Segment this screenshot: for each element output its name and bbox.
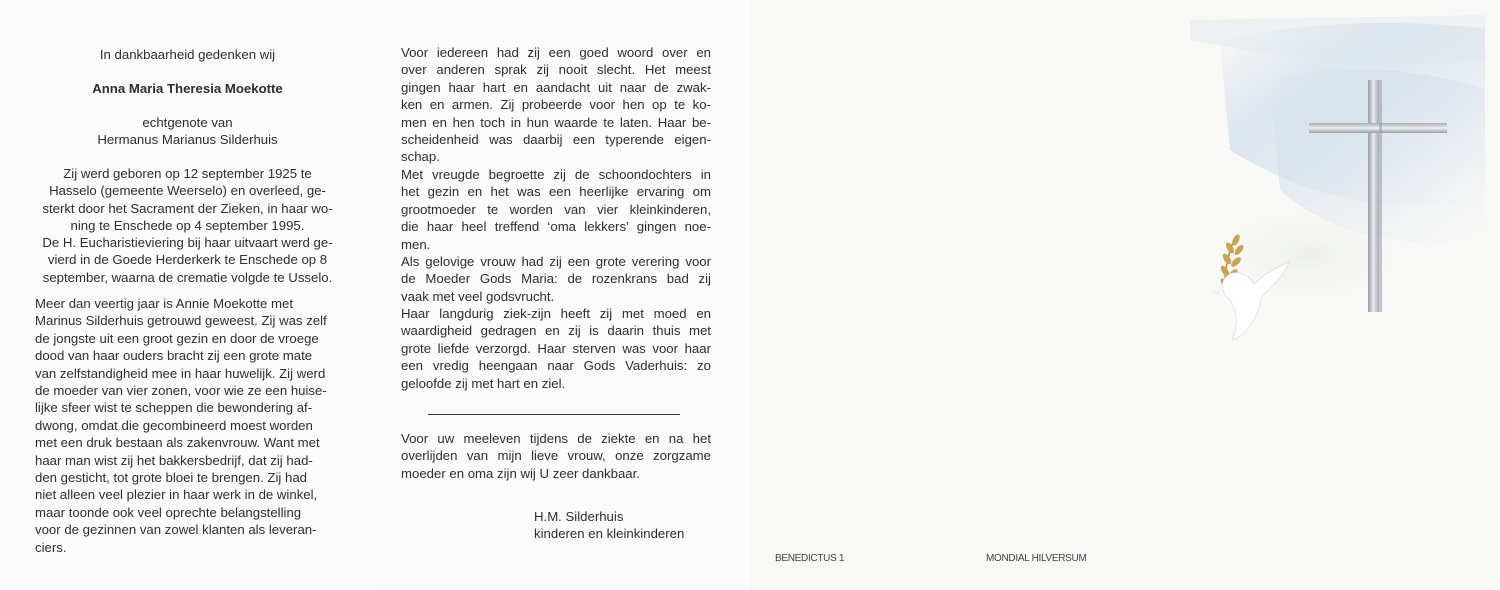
text-line: Met vreugde begroette zij de schoondochters in	[401, 167, 711, 182]
signature-block	[534, 508, 684, 543]
text-line: grootmoeder te worden van vier kleinkinderen,	[401, 201, 711, 217]
birth-paragraph	[0, 165, 375, 235]
text-line: De H. Eucharistieviering bij haar uitvaart werd ge-	[42, 235, 333, 250]
text-line: schap.	[401, 149, 440, 165]
text-line: dwong, omdat die gecombineerd moest worden	[35, 417, 313, 433]
card-model-label: BENEDICTUS 1	[775, 553, 845, 564]
spouse-name: Hermanus Marianus Silderhuis	[97, 132, 278, 147]
text-line: van zelfstandigheid mee in haar huwelijk. Zij werd	[35, 365, 326, 381]
family-paragraph	[401, 166, 711, 253]
intro-line: In dankbaarheid gedenken wij	[99, 47, 276, 62]
text-line: Zij werd geboren op 12 september 1925 te	[63, 166, 312, 181]
spouse-label: echtgenote van	[142, 115, 233, 130]
left-panel	[0, 0, 375, 590]
text-line: grote liefde verzorgd. Haar sterven was voor haar	[401, 340, 711, 356]
text-line: lijke sfeer wist te scheppen die bewondering af-	[35, 400, 313, 416]
text-line: Marinus Silderhuis getrouwd geweest. Zij was zelf	[35, 313, 327, 329]
text-line: met een druk bestaan als zakenvrouw. Want met	[35, 435, 320, 451]
cover-panel	[750, 0, 1500, 590]
text-line: scheidenheid was daarbij een typerende eigen-	[401, 132, 711, 148]
text-line: men.	[401, 236, 431, 252]
text-line: ciers.	[35, 539, 67, 555]
text-line: die haar heel treffend ‘oma lekkers’ gingen noe-	[401, 219, 711, 235]
text-line: sterkt door het Sacrament der Zieken, in haar wo-	[42, 200, 333, 216]
text-line: vierd in de Goede Herderkerk te Enschede op 8	[47, 252, 328, 268]
biography-paragraph	[35, 295, 345, 556]
text-line: september, waarna de crematie volgde te Usselo.	[42, 269, 333, 285]
text-line: geloofde zij met hart en ziel.	[401, 375, 566, 391]
middle-panel	[375, 0, 750, 590]
thanks-paragraph	[401, 430, 711, 482]
illness-paragraph	[401, 305, 711, 392]
signature-family: kinderen en kleinkinderen	[534, 526, 685, 542]
cover-illustration	[750, 0, 1500, 590]
text-line: Meer dan veertig jaar is Annie Moekotte met	[35, 296, 294, 311]
text-line: Hasselo (gemeente Weerselo) en overleed, ge-	[49, 183, 326, 199]
text-line: Voor iedereen had zij een goed woord over en	[401, 45, 711, 60]
text-line: haar man wist zij het bakkersbedrijf, dat zij had-	[35, 452, 313, 468]
text-line: dood van haar ouders bracht zij een grote mate	[35, 348, 313, 364]
text-line: den gesticht, tot grote bloei te brengen. Zij had	[35, 470, 307, 486]
text-line: waardigheid gedragen en zij is daarin thuis met	[401, 323, 711, 339]
text-line: de moeder van vier zonen, voor wie ze een huise-	[35, 383, 327, 399]
faith-paragraph	[401, 253, 711, 305]
text-line: Als gelovige vrouw had zij een grote verering voor	[401, 254, 711, 269]
text-line: over anderen sprak zij nooit slecht. Het meest	[401, 62, 711, 78]
text-line: een vredig heengaan naar Gods Vaderhuis: zo	[401, 358, 711, 374]
text-line: vaak met veel godsvrucht.	[401, 288, 555, 304]
divider-line	[428, 414, 680, 415]
text-line: voor de gezinnen van zowel klanten als leveran-	[35, 522, 317, 538]
text-line: ken en armen. Zij probeerde voor hen op te ko-	[401, 97, 711, 113]
text-line: men en hen toch in hun waarde te laten. Haar be-	[401, 114, 711, 130]
service-paragraph	[0, 234, 375, 286]
publisher-label: MONDIAL HILVERSUM	[986, 553, 1087, 564]
text-line: moeder en oma zijn wij U zeer dankbaar.	[401, 465, 640, 481]
deceased-name: Anna Maria Theresia Moekotte	[92, 81, 283, 96]
text-line: overlijden van mijn lieve vrouw, onze zorgzame	[401, 448, 711, 464]
text-line: de Moeder Gods Maria: de rozenkrans bad zij	[401, 271, 711, 287]
text-line: gingen haar hart en aandacht uit naar de zwak-	[401, 79, 711, 95]
signature-name: H.M. Silderhuis	[534, 509, 624, 524]
text-line: Haar langdurig ziek-zijn heeft zij met moed en	[401, 306, 711, 321]
kindness-paragraph	[401, 44, 711, 166]
text-line: niet alleen veel plezier in haar werk in de winkel,	[35, 487, 318, 503]
text-line: de jongste uit een groot gezin en door de vroege	[35, 330, 319, 346]
text-line: het gezin en het was een heerlijke ervaring om	[401, 184, 711, 200]
text-line: ning te Enschede op 4 september 1995.	[70, 218, 305, 234]
text-line: maar toonde ook veel oprechte belangstelling	[35, 504, 302, 520]
text-line: Voor uw meeleven tijdens de ziekte en na het	[401, 431, 711, 446]
